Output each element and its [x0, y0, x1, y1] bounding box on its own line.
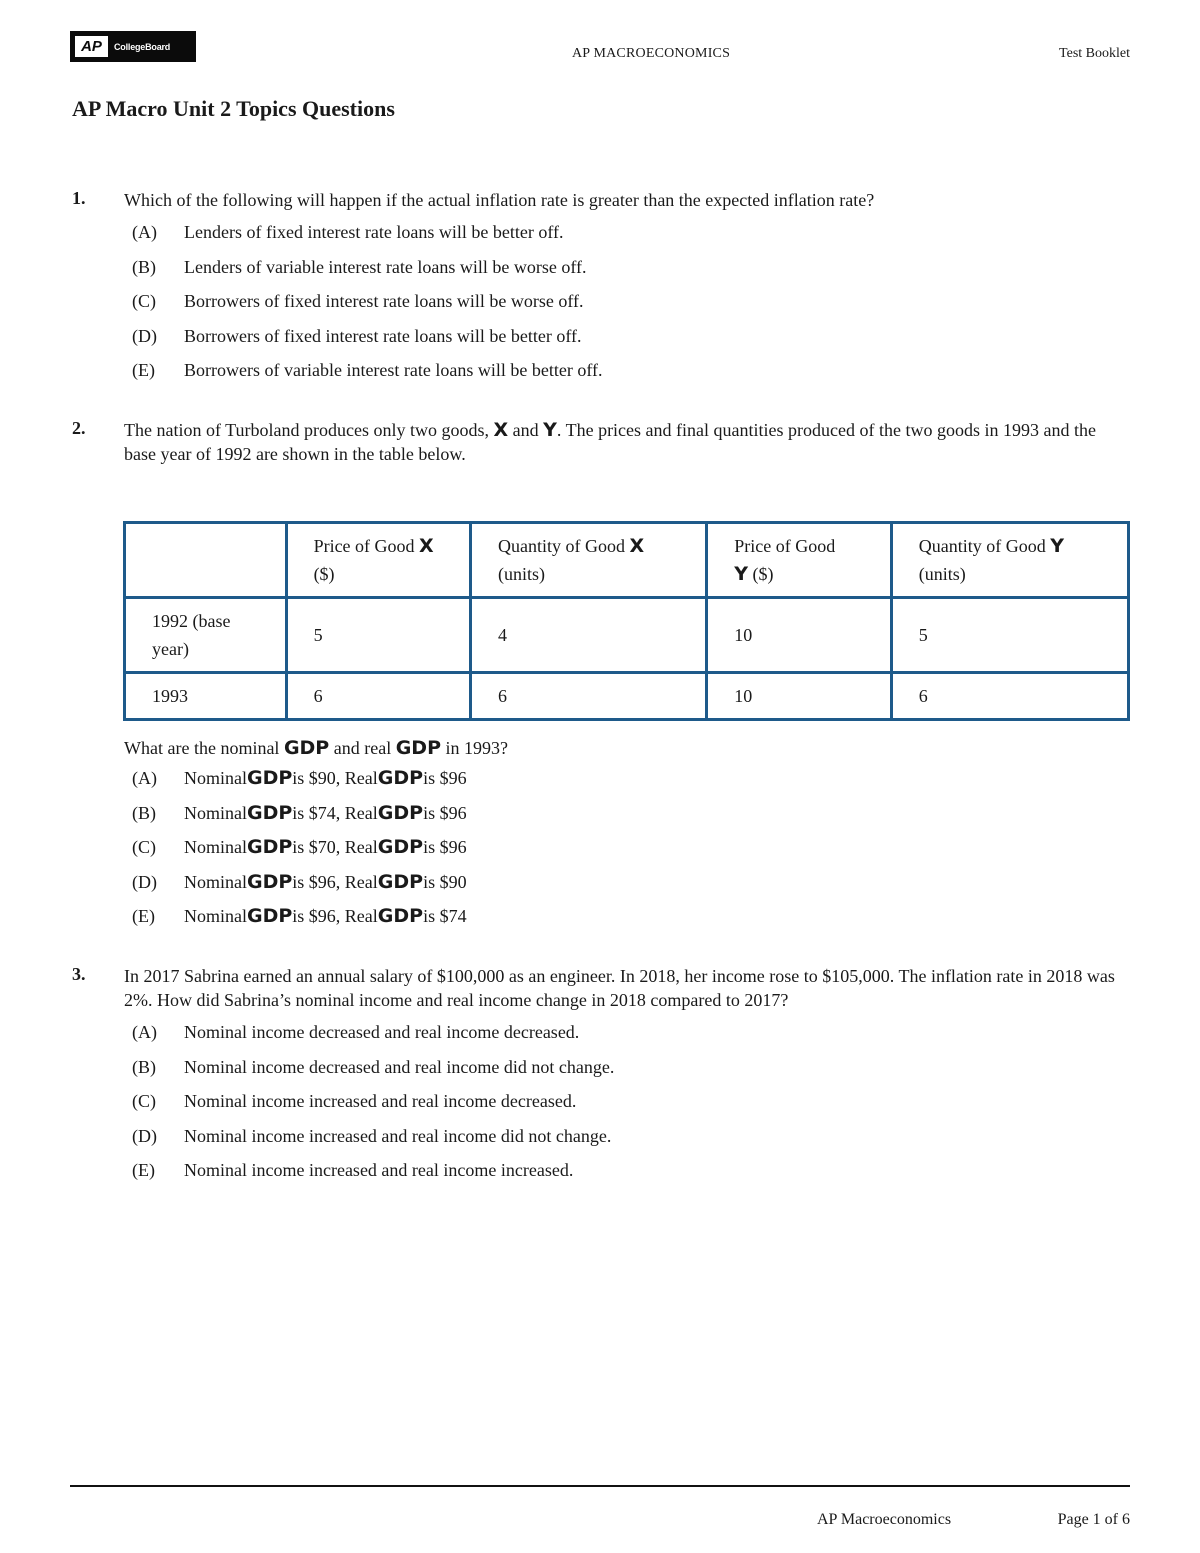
table-cell: 6 — [471, 673, 707, 720]
option-letter: (A) — [132, 1022, 157, 1042]
answer-options — [124, 766, 1132, 939]
answer-options — [124, 1020, 1132, 1193]
footer-subject: AP Macroeconomics — [817, 1511, 952, 1528]
table-header-cell: Quantity of Good Y (units) — [891, 523, 1128, 598]
page-number: Page 1 of 6 — [1057, 1511, 1130, 1528]
header-subject: AP MACROECONOMICS — [572, 46, 731, 61]
option-text: Nominal income decreased and real income did not change. — [184, 1056, 615, 1077]
answer-options — [124, 220, 1132, 393]
answer-option-d: (D) Nominal GDP is $96, Real GDP is $90 — [124, 870, 1132, 905]
ap-collegeboard-logo — [70, 31, 196, 62]
option-text: Nominal income increased and real income did not change. — [184, 1125, 612, 1146]
good-x-symbol: X — [629, 535, 645, 557]
question-text-part: . The prices and final quantities produced of the two goods in 1993 and the base year of 1992 are shown in the table below. — [124, 420, 1096, 464]
page-title: AP Macro Unit 2 Topics Questions — [72, 96, 395, 121]
footer-divider — [70, 1485, 1130, 1487]
table-cell: 5 — [286, 598, 470, 673]
question-number: 2. — [72, 418, 86, 438]
answer-option-a — [124, 1020, 1132, 1055]
gdp-term: GDP — [377, 836, 424, 858]
answer-option-e — [124, 1158, 1132, 1193]
option-text: Nominal income decreased and real income decreased. — [184, 1022, 580, 1042]
answer-option-e — [124, 358, 1132, 393]
collegeboard-logo-text: CollegeBoard — [114, 41, 171, 52]
option-letter: (B) — [132, 1056, 156, 1077]
good-y-symbol: Y — [734, 563, 749, 585]
gdp-term: GDP — [247, 836, 293, 858]
question-text-part: and — [508, 420, 544, 440]
question-3 — [72, 964, 1132, 1193]
question-number: 3. — [72, 964, 86, 984]
gdp-term: GDP — [395, 737, 441, 759]
question-prompt: What are the nominal GDP and real GDP in 1993? — [124, 737, 508, 759]
good-x-symbol: X — [419, 535, 434, 557]
ap-logo-mark: AP — [75, 36, 108, 57]
answer-option-c: (C) Nominal GDP is $70, Real GDP is $96 — [124, 835, 1132, 870]
option-letter: (D) — [132, 325, 157, 346]
table-row — [125, 673, 1129, 720]
option-letter: (D) — [132, 1125, 157, 1146]
table-cell: 10 — [707, 598, 891, 673]
table-header-cell: Price of Good Y ($) — [707, 523, 891, 598]
gdp-term: GDP — [377, 905, 424, 927]
option-letter: (C) — [132, 291, 156, 311]
gdp-term: GDP — [377, 870, 424, 893]
gdp-term: GDP — [247, 801, 293, 824]
gdp-term: GDP — [247, 905, 293, 927]
table-cell-year: 1993 — [125, 673, 287, 720]
option-letter: (E) — [132, 1160, 155, 1180]
table-cell: 10 — [707, 673, 891, 720]
question-text: Which of the following will happen if the actual inflation rate is greater than the expected inflation rate? — [124, 190, 875, 210]
option-text: Nominal income increased and real income decreased. — [184, 1091, 577, 1111]
answer-option-a: (A) Nominal GDP is $90, Real GDP is $96 — [124, 766, 1132, 801]
answer-option-d — [124, 324, 1132, 359]
table-cell-year: 1992 (base year) — [125, 598, 287, 673]
table-cell: 4 — [471, 598, 707, 673]
good-y-symbol: Y — [543, 419, 557, 441]
option-text: Lenders of fixed interest rate loans will be better off. — [184, 222, 564, 242]
table-header-cell — [125, 523, 287, 598]
answer-option-c — [124, 1089, 1132, 1124]
gdp-term: GDP — [283, 737, 330, 759]
gdp-term: GDP — [247, 870, 293, 893]
question-2 — [72, 418, 1132, 466]
question-number: 1. — [72, 188, 86, 208]
option-text: Borrowers of fixed interest rate loans will be worse off. — [184, 291, 584, 311]
question-text — [124, 418, 1132, 466]
question-text: In 2017 Sabrina earned an annual salary of $100,000 as an engineer. In 2018, her income rose to $105,000. The inflation rate in 2018 was 2%. How did Sabrina’s nominal income and real income change in 2018 compared to 2017? — [124, 966, 1115, 1010]
table-cell: 6 — [891, 673, 1128, 720]
question-1 — [72, 188, 1132, 393]
question-2-prompt — [72, 736, 1132, 939]
option-text: Borrowers of fixed interest rate loans will be better off. — [184, 325, 582, 346]
option-letter: (C) — [132, 1091, 156, 1111]
answer-option-b — [124, 1055, 1132, 1090]
answer-option-e: (E) Nominal GDP is $96, Real GDP is $74 — [124, 904, 1132, 939]
good-y-symbol: Y — [1050, 535, 1064, 557]
option-letter: (E) — [132, 360, 155, 380]
option-text: Borrowers of variable interest rate loans will be better off. — [184, 360, 603, 380]
gdp-term: GDP — [377, 767, 424, 789]
table-header-cell: Price of Good X ($) — [286, 523, 470, 598]
header-booklet-label: Test Booklet — [1059, 46, 1130, 61]
answer-option-b — [124, 255, 1132, 290]
table-row — [125, 598, 1129, 673]
table-cell: 5 — [891, 598, 1128, 673]
option-letter: (A) — [132, 222, 157, 242]
gdp-term: GDP — [377, 801, 424, 824]
question-text-part: The nation of Turboland produces only two goods, — [124, 420, 494, 440]
option-letter: (B) — [132, 256, 156, 277]
goods-price-quantity-table — [123, 521, 1130, 721]
gdp-term: GDP — [247, 767, 293, 789]
option-text: Lenders of variable interest rate loans will be worse off. — [184, 256, 587, 277]
option-text: Nominal income increased and real income increased. — [184, 1160, 574, 1180]
answer-option-b: (B) Nominal GDP is $74, Real GDP is $96 — [124, 801, 1132, 836]
answer-option-d — [124, 1124, 1132, 1159]
good-x-symbol: X — [493, 419, 509, 441]
answer-option-a — [124, 220, 1132, 255]
table-cell: 6 — [286, 673, 470, 720]
table-header-cell: Quantity of Good X (units) — [471, 523, 707, 598]
table-header-row — [125, 523, 1129, 598]
answer-option-c — [124, 289, 1132, 324]
